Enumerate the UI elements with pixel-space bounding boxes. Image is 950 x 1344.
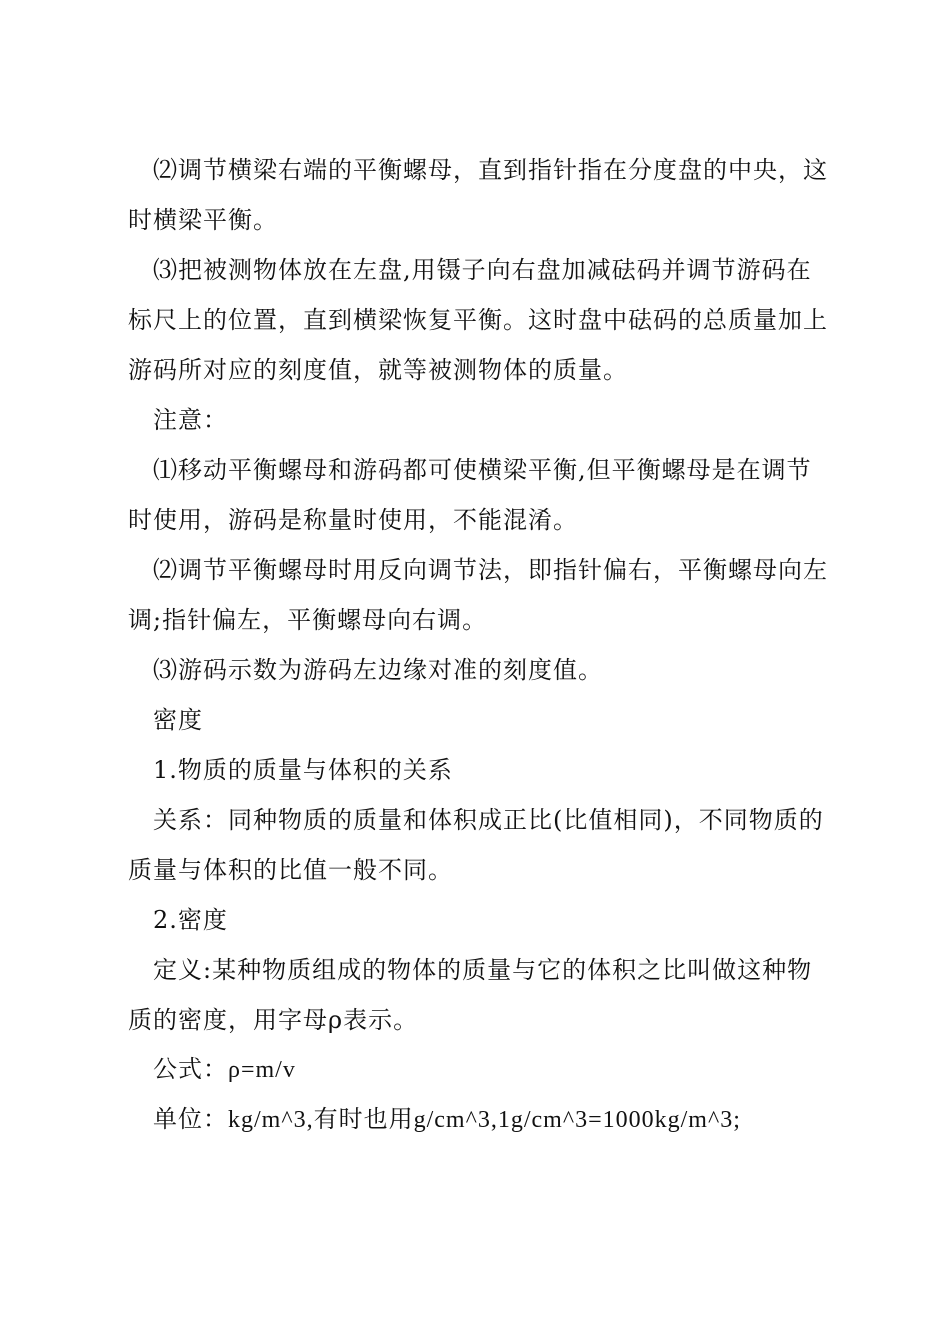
document-body (128, 145, 833, 1145)
paragraph-adjust-balance-nut: ⑵调节横梁右端的平衡螺母，直到指针指在分度盘的中央，这时横梁平衡。 (128, 156, 828, 234)
section-heading-density: 密度 (153, 706, 203, 734)
paragraph-notice-heading: 注意： (153, 406, 228, 434)
subheading-density: 2.密度 (153, 906, 228, 934)
paragraph-relation: 关系：同种物质的质量和体积成正比(比值相同)，不同物质的质量与体积的比值一般不同。 (128, 806, 824, 884)
paragraph-notice-3: ⑶游码示数为游码左边缘对准的刻度值。 (153, 656, 603, 684)
paragraph-units: 单位：kg/m^3,有时也用g/cm^3,1g/cm^3=1000kg/m^3; (153, 1107, 741, 1133)
paragraph-definition: 定义:某种物质组成的物体的质量与它的体积之比叫做这种物质的密度，用字母ρ表示。 (128, 956, 813, 1034)
paragraph-place-object: ⑶把被测物体放在左盘,用镊子向右盘加减砝码并调节游码在标尺上的位置，直到横梁恢复平衡。这时盘中砝码的总质量加上游码所对应的刻度值，就等被测物体的质量。 (128, 256, 828, 384)
subheading-mass-volume-relation: 1.物质的质量与体积的关系 (153, 756, 453, 784)
paragraph-formula: 公式：ρ=m/v (153, 1057, 296, 1083)
paragraph-notice-2: ⑵调节平衡螺母时用反向调节法，即指针偏右，平衡螺母向左调;指针偏左，平衡螺母向右调。 (128, 556, 828, 634)
paragraph-notice-1: ⑴移动平衡螺母和游码都可使横梁平衡,但平衡螺母是在调节时使用，游码是称量时使用，不能混淆。 (128, 456, 812, 534)
